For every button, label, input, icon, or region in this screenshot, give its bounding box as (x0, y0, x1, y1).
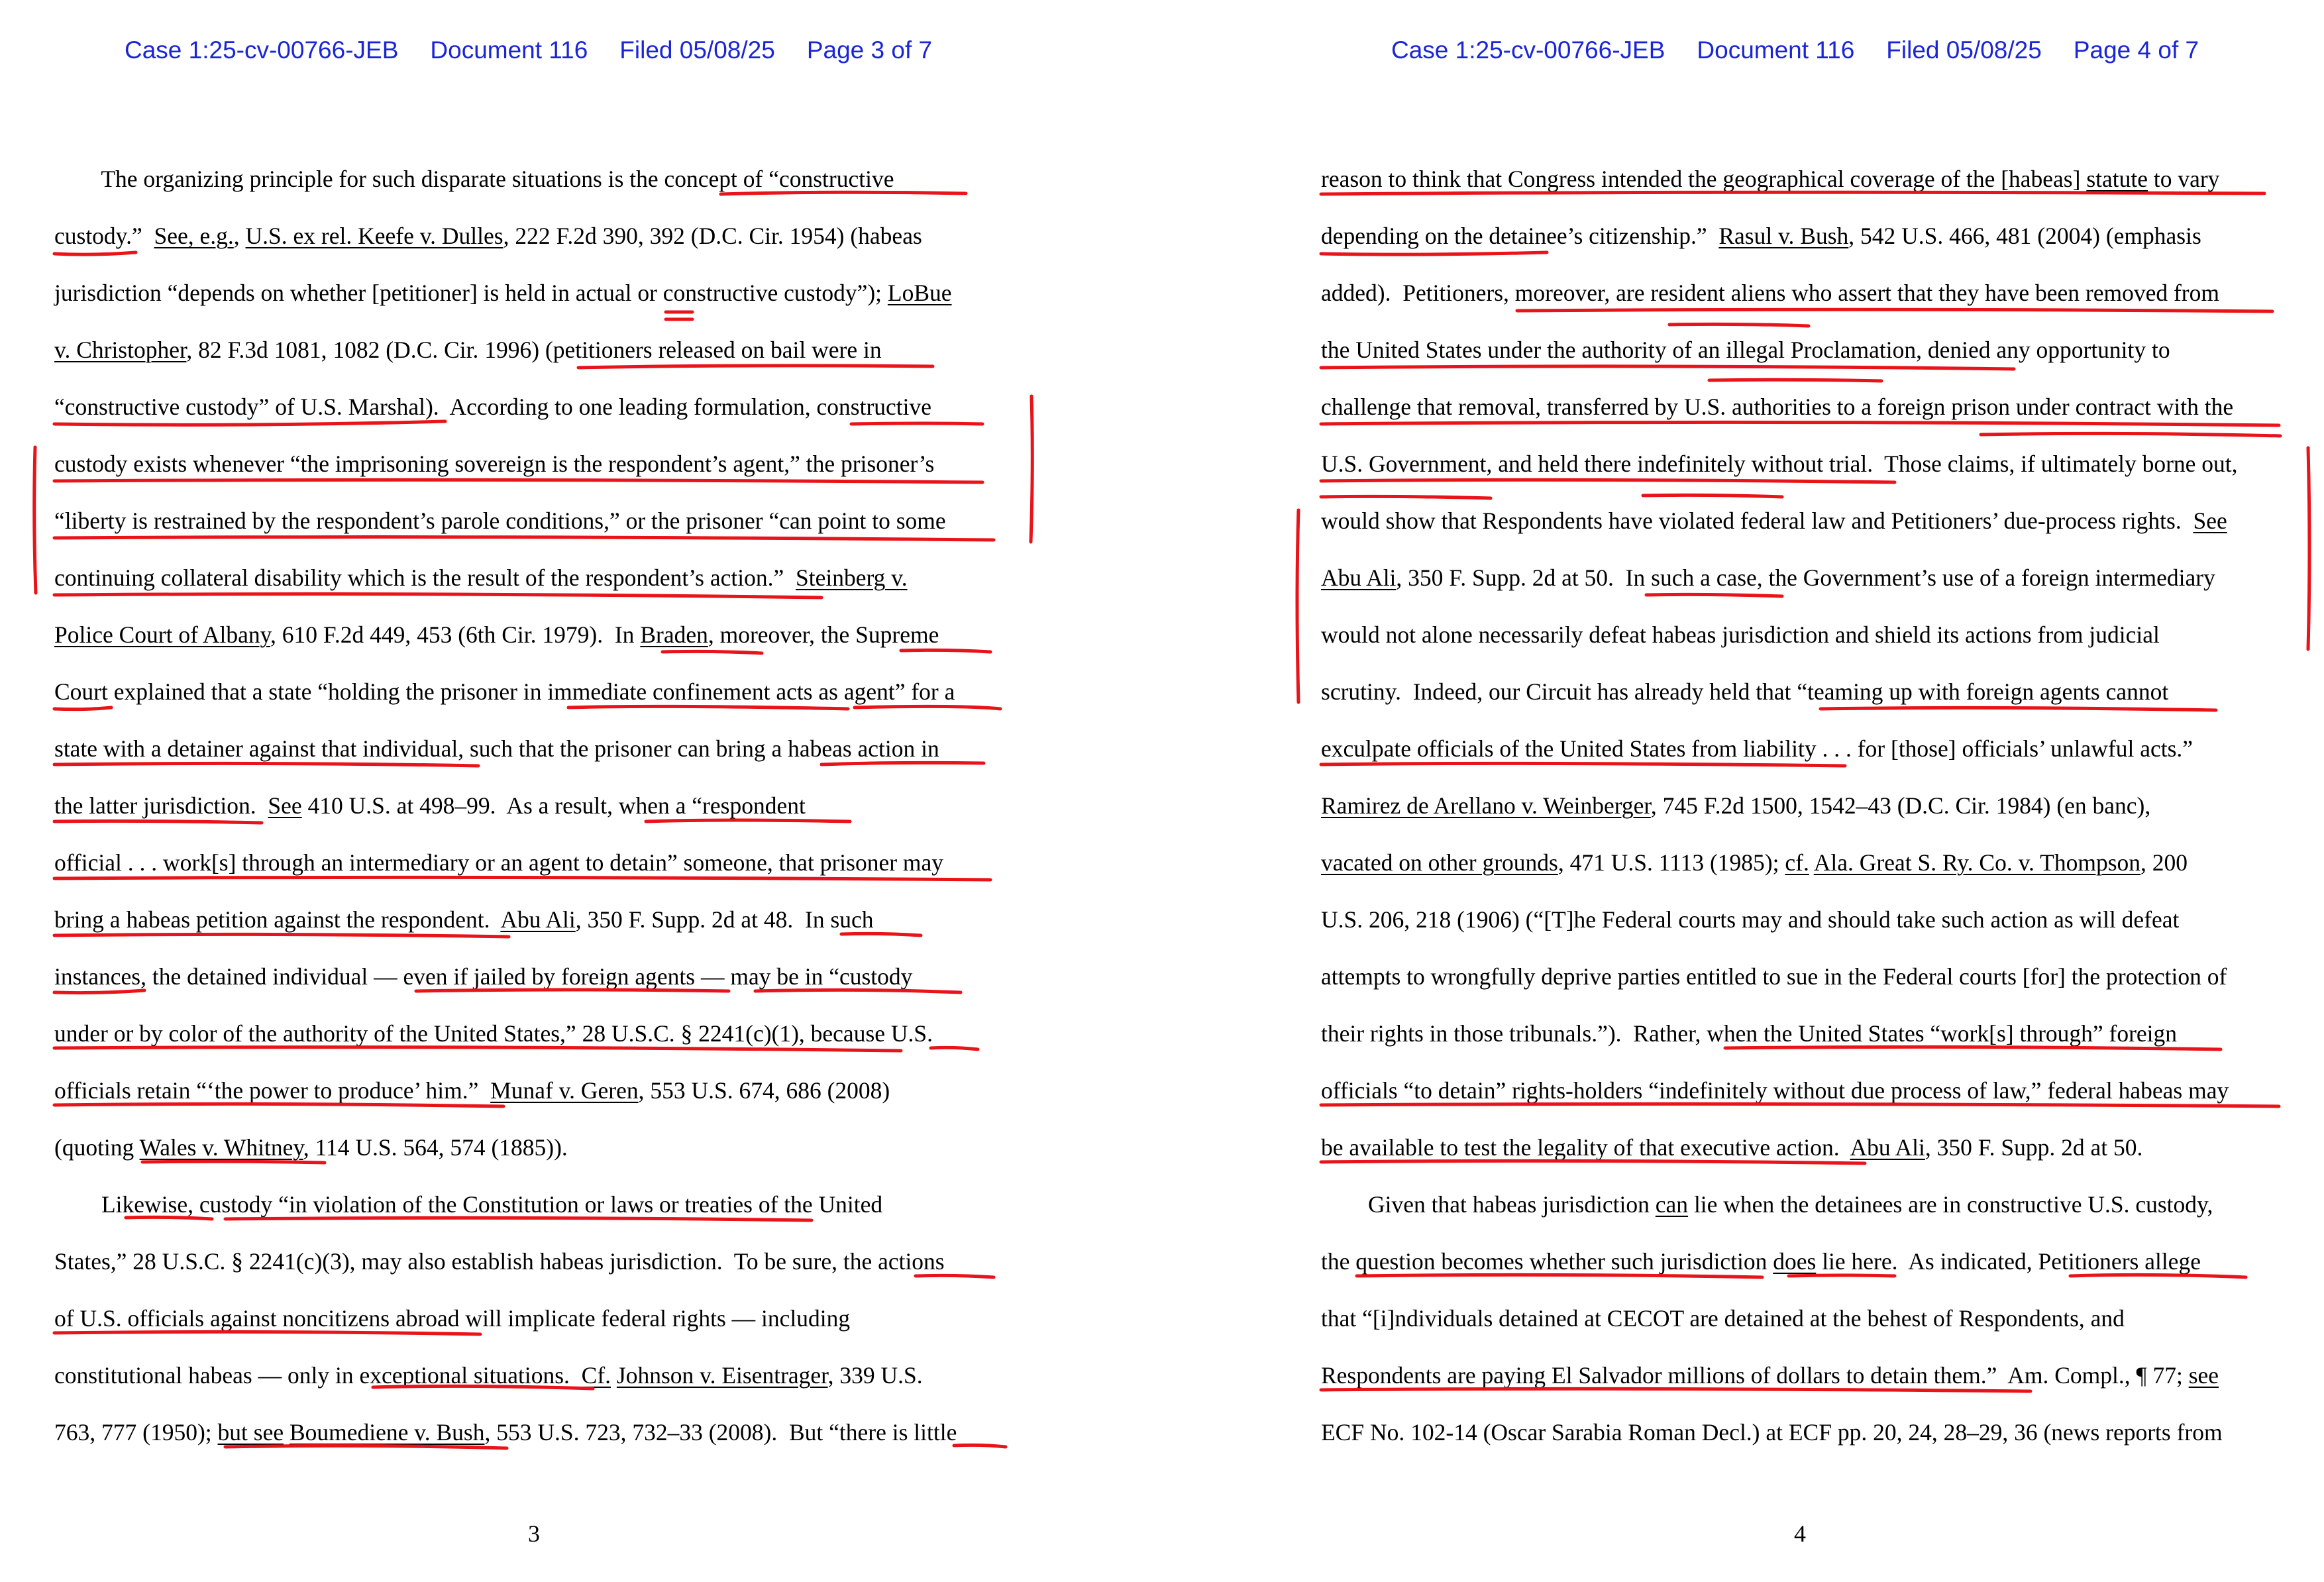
text-run: official . . . work[s] through an intermediary or an agent to detain” someone, that prisoner may (54, 849, 944, 876)
text-run: States,” 28 U.S.C. § 2241(c)(3), may also establish habeas jurisdiction. To be sure, the actions (54, 1248, 945, 1275)
text-run: U.S. 206, 218 (1906) (“[T]he Federal courts may and should take such action as will defeat (1321, 906, 2180, 933)
text-line (54, 965, 912, 989)
text-line (1321, 965, 2227, 989)
citation: LoBue (887, 280, 952, 306)
text-line (54, 225, 922, 248)
citation: See (268, 792, 302, 819)
citation: see (2188, 1362, 2219, 1389)
text-line (1321, 737, 2193, 761)
citation: Abu Ali (500, 906, 576, 933)
citation: Johnson v. Eisentrager (616, 1362, 828, 1389)
citation: Steinberg v. (795, 564, 908, 591)
text-run: their rights in those tribunals.”). Rather, when the United States “work[s] through” foreign (1321, 1020, 2178, 1047)
text-run: the question becomes whether such jurisdiction (1321, 1248, 1773, 1275)
text-line (54, 1022, 933, 1046)
text-line (54, 339, 882, 362)
text-line (1321, 452, 2238, 476)
text-run: lie here. As indicated, Petitioners allege (1816, 1248, 2201, 1275)
text-run: continuing collateral disability which is the result of the respondent’s action.” (54, 564, 796, 591)
text-line (54, 794, 806, 818)
text-line (54, 623, 939, 647)
text-line (1321, 225, 2201, 248)
text-line (54, 282, 952, 305)
citation: Wales v. Whitney (139, 1134, 303, 1161)
page-4 (1162, 0, 2324, 1582)
text-run: would not alone necessarily defeat habeas jurisdiction and shield its actions from judicial (1321, 621, 2160, 648)
citation: Boumediene v. Bush (289, 1419, 485, 1446)
text-run: , moreover, the Supreme (708, 621, 939, 648)
text-line (54, 396, 931, 419)
text-line (54, 1421, 957, 1445)
text-line (54, 908, 874, 932)
text-run: , 114 U.S. 564, 574 (1885)). (303, 1134, 568, 1161)
text-run: custody exists whenever “the imprisoning sovereign is the respondent’s agent,” the prisoner’s (54, 450, 935, 477)
citation: Ramirez de Arellano v. Weinberger (1321, 792, 1651, 819)
text-line (1321, 396, 2233, 419)
text-run: custody.” (54, 223, 154, 249)
citation: Abu Ali (1321, 564, 1397, 591)
citation: cf. (1785, 849, 1809, 876)
text-run: would show that Respondents have violated federal law and Petitioners’ due-process rights. (1321, 507, 2193, 534)
text-run: state with a detainer against that individual, such that the prisoner can bring a habeas action in (54, 735, 939, 762)
text-run: Respondents are paying El Salvador millions of dollars to detain them.” Am. Compl., ¶ 77; (1321, 1362, 2189, 1389)
text-run: to vary (2147, 166, 2220, 192)
text-run: , 542 U.S. 466, 481 (2004) (emphasis (1848, 223, 2201, 249)
page-4-header (1391, 36, 2231, 64)
text-run: reason to think that Congress intended the geographical coverage of the [habeas] (1321, 166, 2087, 192)
text-run: attempts to wrongfully deprive parties entitled to sue in the Federal courts [for] the protection of (1321, 963, 2227, 990)
text-run: U.S. Government, and held there indefinitely without trial. Those claims, if ultimately borne out, (1321, 450, 2238, 477)
text-run: , 610 F.2d 449, 453 (6th Cir. 1979). In (270, 621, 641, 648)
text-line (54, 168, 894, 191)
text-line (1321, 1307, 2125, 1331)
text-line (54, 1364, 923, 1388)
page-3-header (125, 36, 964, 64)
case-number: Case 1:25-cv-00766-JEB (125, 36, 399, 64)
text-run: under or by color of the authority of the United States,” 28 U.S.C. § 2241(c)(1), because U.S. (54, 1020, 933, 1047)
text-line (54, 1136, 568, 1160)
text-line (1321, 1136, 2142, 1160)
text-run: scrutiny. Indeed, our Circuit has already held that “teaming up with foreign agents cannot (1321, 678, 2169, 705)
citation: v. Christopher (54, 337, 187, 363)
text-line (1321, 1079, 2229, 1103)
text-run: exculpate officials of the United States from liability . . . for [those] officials’ unlawful acts.” (1321, 735, 2193, 762)
citation: can (1655, 1191, 1689, 1218)
text-line (1321, 1250, 2201, 1274)
text-line (1321, 168, 2219, 191)
document-number: Document 116 (430, 36, 588, 64)
text-run (284, 1419, 290, 1446)
text-run: of U.S. officials against noncitizens abroad will implicate federal rights — including (54, 1305, 851, 1332)
page-number: 3 (528, 1520, 540, 1547)
text-run: , 339 U.S. (827, 1362, 923, 1389)
text-run: , 745 F.2d 1500, 1542–43 (D.C. Cir. 1984) (en banc), (1650, 792, 2151, 819)
text-run: , 350 F. Supp. 2d at 50. In such a case, the Government’s use of a foreign intermediary (1396, 564, 2215, 591)
text-run: , 222 F.2d 390, 392 (D.C. Cir. 1954) (habeas (503, 223, 922, 249)
text-run: “liberty is restrained by the respondent’s parole conditions,” or the prisoner “can point to some (54, 507, 946, 534)
text-line (54, 851, 943, 875)
text-run: be available to test the legality of that executive action. (1321, 1134, 1850, 1161)
text-line (1321, 566, 2215, 590)
text-run: officials “to detain” rights-holders “indefinitely without due process of law,” federal habeas may (1321, 1077, 2229, 1104)
text-line (1321, 680, 2168, 704)
text-line (54, 680, 955, 704)
text-line (1321, 794, 2150, 818)
text-run: ECF No. 102-14 (Oscar Sarabia Roman Decl.) at ECF pp. 20, 24, 28–29, 36 (news reports from (1321, 1419, 2223, 1446)
document-number: Document 116 (1697, 36, 1855, 64)
text-run: , (233, 223, 246, 249)
citation: Munaf v. Geren (490, 1077, 639, 1104)
text-run: , 350 F. Supp. 2d at 48. In such (575, 906, 874, 933)
text-line (54, 1250, 945, 1274)
citation: does (1773, 1248, 1817, 1275)
text-line (54, 1193, 882, 1217)
text-line (1321, 908, 2179, 932)
filed-date: Filed 05/08/25 (1886, 36, 2042, 64)
text-line (1321, 509, 2227, 533)
text-run: , 200 (2140, 849, 2188, 876)
text-run: , 553 U.S. 674, 686 (2008) (638, 1077, 890, 1104)
text-run: constitutional habeas — only in exceptional situations. (54, 1362, 582, 1389)
text-line (54, 737, 939, 761)
citation: vacated on other grounds (1321, 849, 1558, 876)
citation: Abu Ali (1850, 1134, 1925, 1161)
text-run: Given that habeas jurisdiction (1321, 1191, 1656, 1218)
text-run: (quoting (54, 1134, 140, 1161)
text-run: Court explained that a state “holding the prisoner in immediate confinement acts as agent” for a (54, 678, 955, 705)
text-run: depending on the detainee’s citizenship.” (1321, 223, 1719, 249)
text-run: 763, 777 (1950); (54, 1419, 218, 1446)
text-line (1321, 1364, 2219, 1388)
text-run: , 553 U.S. 723, 732–33 (2008). But “there is little (484, 1419, 957, 1446)
text-run: , 82 F.3d 1081, 1082 (D.C. Cir. 1996) (petitioners released on bail were in (186, 337, 882, 363)
text-run: 410 U.S. at 498–99. As a result, when a “respondent (301, 792, 806, 819)
page-number: 4 (1794, 1520, 1806, 1547)
text-run: officials retain “‘the power to produce’ him.” (54, 1077, 491, 1104)
text-line (1321, 339, 2170, 362)
citation: See, e.g. (154, 223, 234, 249)
text-run: added). Petitioners, moreover, are resident aliens who assert that they have been removed from (1321, 280, 2219, 306)
text-run: instances, the detained individual — even if jailed by foreign agents — may be in “custody (54, 963, 913, 990)
text-run: The organizing principle for such disparate situations is the concept of “constructive (54, 166, 894, 192)
text-line (1321, 282, 2219, 305)
text-line (1321, 1193, 2213, 1217)
text-line (1321, 1022, 2177, 1046)
case-number: Case 1:25-cv-00766-JEB (1391, 36, 1665, 64)
citation: U.S. ex rel. Keefe v. Dulles (245, 223, 503, 249)
text-line (1321, 851, 2188, 875)
text-run: “constructive custody” of U.S. Marshal). According to one leading formulation, constructive (54, 394, 932, 420)
text-run: the United States under the authority of an illegal Proclamation, denied any opportunity to (1321, 337, 2170, 363)
citation: See (2193, 507, 2227, 534)
text-run: challenge that removal, transferred by U.S. authorities to a foreign prison under contract with the (1321, 394, 2234, 420)
page-indicator: Page 4 of 7 (2073, 36, 2199, 64)
text-run (611, 1362, 617, 1389)
text-line (54, 1307, 850, 1331)
text-run: , 350 F. Supp. 2d at 50. (1925, 1134, 2143, 1161)
text-line (1321, 1421, 2223, 1445)
text-run: Likewise, custody “in violation of the Constitution or laws or treaties of the United (54, 1191, 883, 1218)
text-run: , 471 U.S. 1113 (1985); (1558, 849, 1785, 876)
text-line (54, 566, 908, 590)
text-run: the latter jurisdiction. (54, 792, 268, 819)
text-run: bring a habeas petition against the respondent. (54, 906, 501, 933)
text-line (54, 452, 934, 476)
filed-date: Filed 05/08/25 (619, 36, 775, 64)
citation: Police Court of Albany (54, 621, 271, 648)
citation: Rasul v. Bush (1718, 223, 1849, 249)
citation: statute (2086, 166, 2148, 192)
text-run (1809, 849, 1814, 876)
citation: Braden (640, 621, 708, 648)
citation: but see (217, 1419, 284, 1446)
citation: Cf. (581, 1362, 611, 1389)
citation: Ala. Great S. Ry. Co. v. Thompson (1813, 849, 2141, 876)
text-line (54, 509, 946, 533)
text-run: lie when the detainees are in constructive U.S. custody, (1688, 1191, 2213, 1218)
text-run: that “[i]ndividuals detained at CECOT are detained at the behest of Respondents, and (1321, 1305, 2125, 1332)
text-run: jurisdiction “depends on whether [petitioner] is held in actual or constructive custody”); (54, 280, 888, 306)
text-line (1321, 623, 2160, 647)
text-line (54, 1079, 890, 1103)
page-indicator: Page 3 of 7 (806, 36, 933, 64)
